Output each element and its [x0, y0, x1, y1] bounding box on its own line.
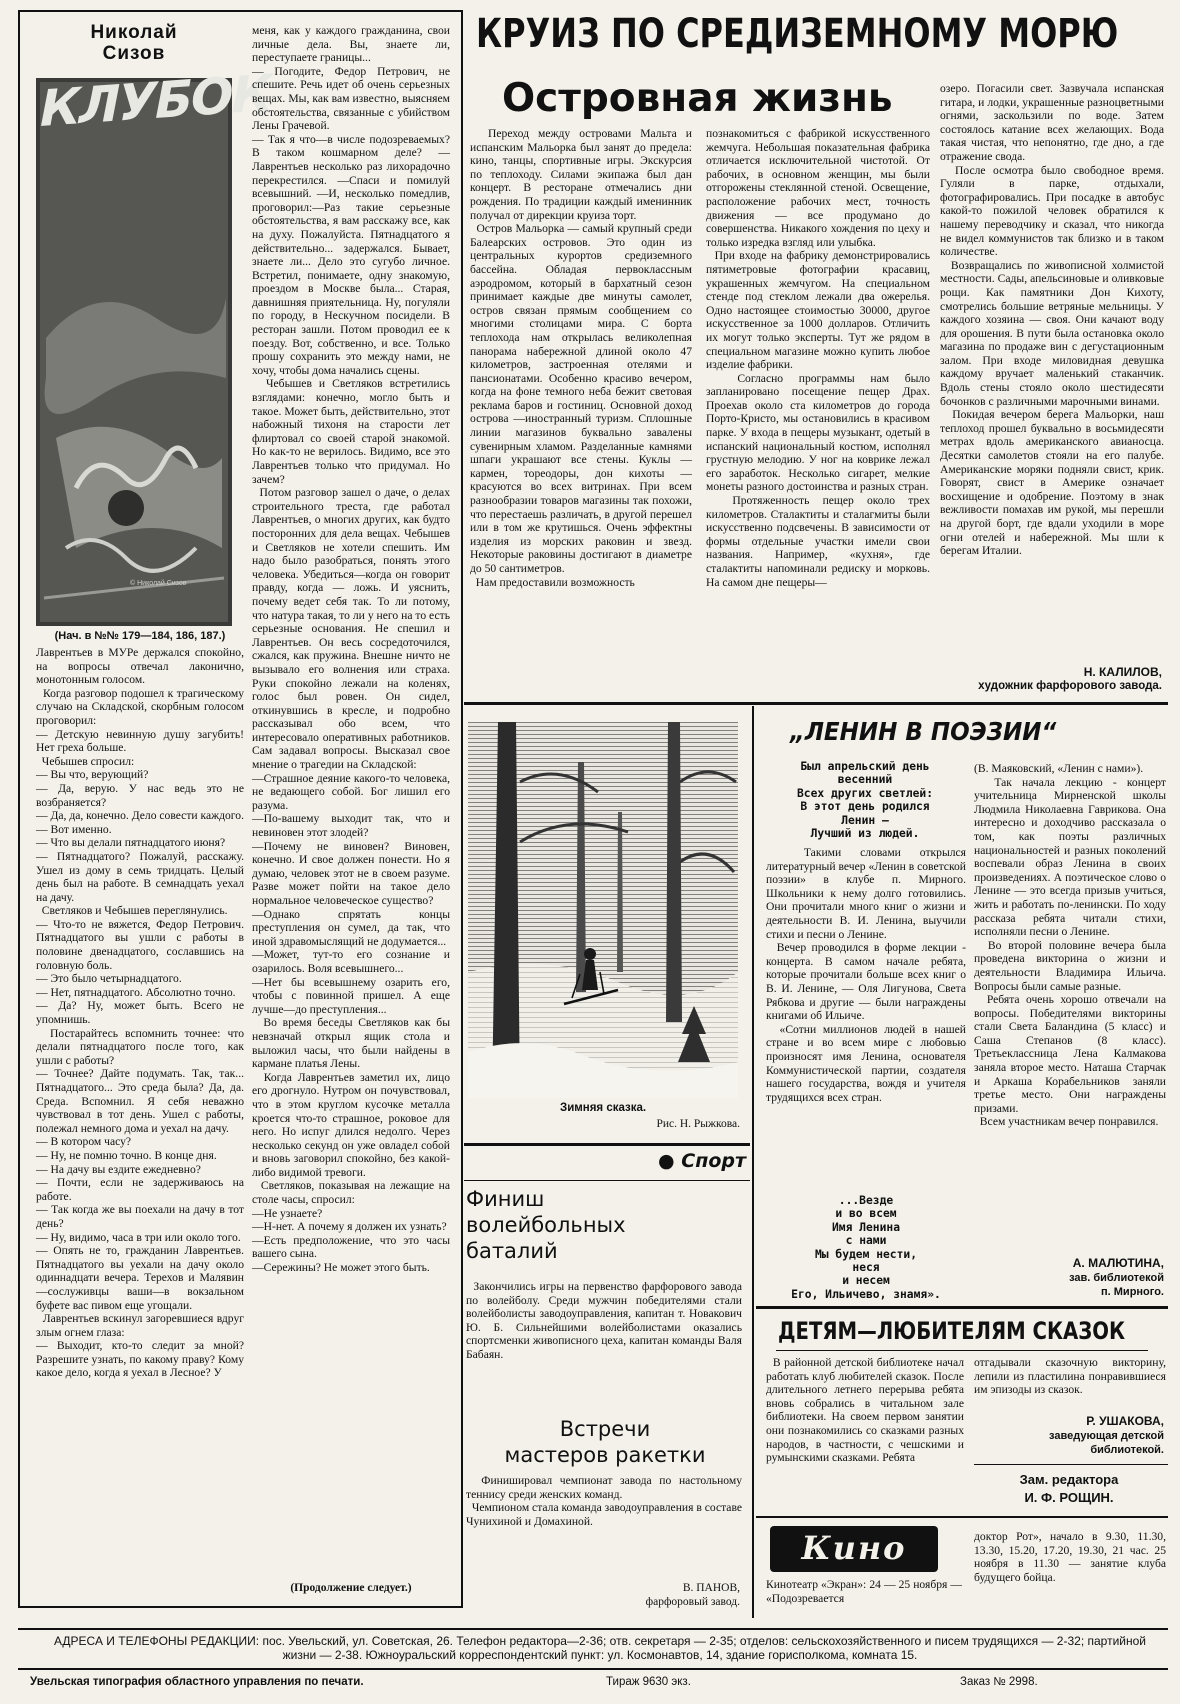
kids-column-1: В районной детской библиотеке начал работать клуб любителей сказок. После длительного летнего перерыва ребята вновь собрались в читальном зале библиотеки. На своем первом занятии они познакомились со сказками разных народов, в частности, с чешскими и румынскими сказками. Ребята — [766, 1356, 967, 1465]
book-cover-title: КЛУБОК — [40, 63, 271, 138]
sport-rubric — [604, 1150, 746, 1172]
footer-circulation: Тираж 9630 экз. — [606, 1676, 691, 1688]
lenin-headline: „ЛЕНИН В ПОЭЗИИ“ — [790, 717, 1057, 746]
kids-author: Р. УШАКОВА, — [1086, 1414, 1164, 1428]
deputy-editor-name: И. Ф. РОЩИН. — [1024, 1490, 1114, 1505]
divider-horizontal-top — [464, 702, 1168, 705]
divider-vertical-middle — [752, 706, 754, 1618]
footer-rule-bottom — [18, 1668, 1168, 1670]
lenin-author-role: зав. библиотекой п. Мирного. — [1069, 1272, 1164, 1298]
story-column-1: Лаврентьев в МУРе держался спокойно, на вопросы отвечал лаконично, монотонным голосом. Когда разговор подошел к трагическому случаю на Складской, скорбным голосом проговорил: — Детскую невинную душу загубить! Нет греха больше. Чебышев спросил: — Вы что, верующий? — Да, верую. У нас ведь это не возбраняется? — Да, да, конечно. Дело совести каждого. — Вот именно. — Что вы делали пятнадцатого июня? — Пятнадцатого? Пожалуй, расскажу. Ушел из дому в семь тридцать. Целый день был на работе. В семнадцать уехал на дачу. Светляков и Чебышев переглянулись. — Что-то не вяжется, Федор Петрович. Пятнадцатого вы ушли с работы в половине двенадцатого, сославшись на головную боль. — Это было четырнадцатого. — Нет, пятнадцатого. Абсолютно точно. — Да? Ну, может быть. Всего не упомнишь. Постарайтесь вспомнить точнее: что делали пятнадцатого после того, как ушли с работы? — Точнее? Дайте подумать. Так, так... Пятнадцатого... Это среда была? Да, да. Среда. Вспомнил. Я себя неважно чувствовал в тот день. Ушел с работы, полежал немного дома и уехал на дачу. — В котором часу? — Ну, не помню точно. В конце дня. — На дачу вы ездите ежедневно? — Почти, если не задерживаюсь на работе. — Так когда же вы поехали на дачу в тот день? — Ну, видимо, часа в три или около того. — Опять не то, гражданин Лаврентьев. Пятнадцатого вы уехали на дачу около одиннадцати вечера. Терехов и Малявин—сослуживцы ваши—в вокзальном буфете вас пивом еще угощали. Лаврентьев вскинул загоревшиеся вдруг злым огнем глаза: — Выходит, кто-то следит за мной? Разрешите узнать, по какому праву? Кому какое дело, когда я уехал в Лесное? У — [36, 646, 245, 1380]
story-column-2: меня, как у каждого гражданина, свои личные дела. Вы, знаете ли, переступаете границы... — Погодите, Федор Петрович, не спешите. Речь идет об очень серьезных вещах. Мы, как вам известно, выясняем обстоятельства, связанные с убийством Лены Грачевой. — Так я что—в числе подозреваемых? В таком кошмарном деле? — Лаврентьев несколько раз лихорадочно перекрестился. —Спаси и помилуй всевышний. —И, несколько помедлив, проговорил:—Раз такие серьезные обстоятельства, я вам расскажу все, как на духу. Пожалуйста. Пятнадцатого я действительно... задержался. Бывает, знаете ли... Дело это сугубо личное. Встретил, понимаете, одну знакомую, проездом в Москве была... Старая, давнишняя приятельница. Ну, погуляли по городу, в Нескучном посидели. В ресторан зашли. Потом проводил ее к поезду. Вот, собственно, и все. Только прошу сохранить это между нами, не хочу, чтобы дома начались сцены. Чебышев и Светляков встретились взглядами: конечно, могло быть и такое. Может быть, действительно, этот набожный тихоня на старости лет флиртовал со своей старой знакомой. Но как-то не верилось. Видимо, все это Лаврентьев только что придумал. Но зачем? Потом разговор зашел о даче, о делах строительного треста, где работал Лаврентьев, о многих других, как будто посторонних для дела вещах. Чебышев и Светляков не хотели спешить. Им надо было разобраться, понять этого человека. Убедиться—когда он говорит правду, когда — ложь. И уяснить, почему ведет себя так. То ли потому, что натура такая, то ли у него на то есть серьезные основания. Не спешил и Лаврентьев. Он весь сосредоточился, сжался, как пружина. Внешне ничто не вызывало его волнения или страха. Руки спокойно лежали на коленях, голос был ровен. Он сидел, откинувшись в кресле, и подробно рассказывал обо всем, что интересовало оперативных работников. Сам задавал вопросы. Высказал свое мнение о трагедии на Складской: —Страшное деяние какого-то человека, не ведающего собой. Бог лишил его разума. —По-вашему выходит так, что и невиновен этот злодей? —Почему не виновен? Виновен, конечно. И свое должен понести. Но я думаю, человек этот не в своем разуме. Разве может пойти на такое дело нормальное человеческое существо? —Однако спрятать концы преступления он сумел, да так, что иной здравомыслящий не додумается... —Может, тут-то его сознание и озарилось. Воля всевышнего... —Нет бы всевышнему озарить его, чтобы с повинной пришел. А еще лучше—до преступления... Во время беседы Светляков как бы невзначай открыл ящик стола и выложил часы, что были найдены в кармане платья Лены. Когда Лаврентьев заметил их, лицо его дрогнуло. Нутром он почувствовал, что в этом круглом кусочке металла кроется что-то страшное, роковое для него. Но испуг длился недолго. Через несколько секунд он уже овладел собой и вновь заговорил спокойно, без какой-либо видимой тревоги. Светляков, показывая на лежащие на столе часы, спросил: —Не узнаете? —Н-нет. А почему я должен их узнать? —Есть предположение, что это часы вашего сына. —Сережины? Не может этого быть. — [252, 24, 451, 1275]
book-cover-illustration — [36, 78, 232, 626]
cruise-headline: Островная жизнь — [502, 76, 893, 121]
sport-headline-tennis: Встречи мастеров ракетки — [504, 1417, 706, 1467]
divider-kino-top — [756, 1516, 1168, 1518]
kino-text-right: доктор Рот», начало в 9.30, 11.30, 13.30, 15.20, 17.20, 19.30, 21 час. 25 ноября в 11.30 — занятие клуба будущего бойца. — [974, 1530, 1169, 1584]
divider-kids-headline — [776, 1350, 1148, 1351]
cruise-column-2: познакомиться с фабрикой искусственного жемчуга. Небольшая показательная фабрика отличается исключительной чистотой. От рабочих, в основном женщин, мы были отгорожены стеклянной стеной. Освещение, расположение рабочих мест, точность движения — все продумано до совершенства. Никакого хождения по цеху и только изредка взгляд или улыбка. При входе на фабрику демонстрировались пятиметровые фотографии красавиц, украшенных жемчугом. На специальном стенде под стеклом лежали два ожерелья. Одно настоящее стоимостью 30000, другое искусственное за 1000 долларов. Отличить их могут только эксперты. Тут же рядом в специальном магазине можно купить любое изделие фабрики. Согласно программы нам было запланировано посещение пещер Драх. Проехав около ста километров до города Порто-Кристо, мы остановились в красивом парке. У входа в пещеры музыкант, одетый в испанский национальный костюм, исполнял грустную мелодию. У ног на коврике лежал его заработок. Несколько сигарет, мелкие монеты разного достоинства и разных стран. Протяженность пещер около трех километров. Сталактиты и сталагмиты были искусственно подсвечены. В зависимости от формы отдельные участки имели свои названия. Например, «кухня», где сталактиты напоминали редиску и морковь. На самом дне пещеры— — [706, 127, 931, 589]
sport-rubric-label: Спорт — [681, 1150, 746, 1172]
divider-sport-rubric — [464, 1180, 750, 1181]
sport-author-role: фарфоровый завод. — [645, 1596, 740, 1608]
lenin-column-1: Такими словами открылся литературный вечер «Ленин в советской поэзии» в клубе п. Мирного. Школьники к нему долго готовились. Они прочитали много книг о жизни и деятельности В. И. Ленина, выучили стихи и песни о Ленине. Вечер проводился в форме лекции - концерта. В самом начале ребята, которые прочитали больше всех книг о В. И. Ленине, — Оля Лигунова, Света Рябкова и другие — были награждены книгами об Ильиче. «Сотни миллионов людей в нашей стране и во всем мире с любовью произносят имя Ленина, основателя Коммунистической партии, создателя нашего государства, вождя и учителя трудящихся всех стран. — [766, 846, 966, 1104]
sport-tennis-text: Финишировал чемпионат завода по настольному теннису среди женских команд. Чемпионом стала команда заводоуправления в составе Чунихиной и Домахиной. — [466, 1474, 743, 1528]
cruise-column-1: Переход между островами Мальта и испанским Мальорка был занят до предела: кино, танцы, спортивные игры. Экскурсия по теплоходу. Силами экипажа был дан концерт. В ресторане отмечались дни рождения. По традиции каждый именинник получал от дирекции круиза торт. Остров Мальорка — самый крупный среди Балеарских островов. Это один из центральных курортов средиземного бассейна. Обладая первоклассным аэродромом, который в бархатный сезон принимает каждые две минуты самолет, остров связан прямым сообщением со многими столицами мира. С борта теплохода нам открылась великолепная панорама набережной длиной около 47 километров, застроенная отелями и пансионатами. Особенно красиво вечером, когда на фоне темного неба бежит световая реклама баров и гостиниц. Основной доход острова —иностранный туризм. Сплошные линии магазинов буквально завалены сувенирным хламом. Разделанные камнями шпаги украшают все стены. Куклы — кармен, тореодоры, дон кихоты — красуются во всех витринах. При всем разнообразии товаров магазины так похожи, что перестаешь различать, в другой перешел или в том же крутишься. Очень эффектны изделия из морских раковин и звезд. Некоторые раковины достигают в диаметре до 50 сантиметров. Нам предоставили возможность — [470, 127, 692, 589]
footer-rule-top — [18, 1628, 1168, 1630]
sport-bullet-icon: ● — [658, 1150, 682, 1172]
cruise-banner: КРУИЗ ПО СРЕДИЗЕМНОМУ МОРЮ — [476, 11, 1119, 57]
recap-note: (Нач. в №№ 179—184, 186, 187.) — [54, 630, 226, 642]
lenin-author: А. МАЛЮТИНА, — [1072, 1256, 1164, 1270]
lenin-poem-mayakovsky: ...Везде и во всем Имя Ленина с нами Мы будем нести, неся и несем Его, Ильичево, знамя». — [791, 1194, 941, 1301]
kino-logo — [770, 1526, 938, 1572]
divider-deputy-top — [974, 1464, 1168, 1465]
kids-column-2: отгадывали сказочную викторину, лепили из пластилина понравившиеся им эпизоды из сказок. — [974, 1356, 1169, 1397]
cruise-author-role: художник фарфорового завода. — [978, 680, 1162, 692]
footer-addresses: АДРЕСА И ТЕЛЕФОНЫ РЕДАКЦИИ: пос. Увельский, ул. Советская, 26. Телефон редактора—2-36; отв. секретаря — 2-35; отделов: сельскохозяйственного и писем трудящихся — 2-32; партийной жизни — 2-38. Южноуральский корреспондентский пункт: ул. Космонавтов, 14, здание горисполкома, комната 15. — [54, 1634, 1150, 1662]
illustration-credit: Рис. Н. Рыжкова. — [656, 1118, 740, 1130]
deputy-editor-role: Зам. редактора — [1019, 1472, 1119, 1487]
lenin-column-2: (В. Маяковский, «Ленин с нами»). Так начала лекцию - концерт учительница Мирненской школы Людмила Николаевна Гаврикова. Она интересно и доходчиво рассказала о том, как поэты различных национальностей и разных поколений воспевали образ Ленина в своих произведениях. А поэтическое слово о Ленине — это всегда призыв учиться, жить и работать по-ленински. По ходу рассказа ребята читали стихи, исполняли песни о Ленине. Во второй половине вечера была проведена викторина о жизни и деятельности Владимира Ильича. Вопросы были самые разные. Ребята очень хорошо отвечали на вопросы. Победителями викторины стали Света Баландина (5 класс) и Саша Степанов (8 класс). Третьеклассница Лена Калмакова заняла второе место. Наташа Старчак и Аркаша Корабельников заняли третье место. Они награждены призами. Всем участникам вечер понравился. — [974, 762, 1166, 1129]
kino-logo-text: Кино — [801, 1529, 907, 1567]
cruise-column-3: озеро. Погасили свет. Зазвучала испанская гитара, и лодки, украшенные разноцветными огнями, заскользили по воде. Затем состоялось катание всех желающих. Вода такая чистая, что непонятно, где дно, а где отражение свода. После осмотра было свободное время. Гуляли в парке, отдыхали, фотографировались. При посадке в автобус какой-то пожилой человек обратился к нашему переводчику и сказал, что никогда не видел коммунистов так близко и в таком количестве. Возвращались по живописной холмистой местности. Сады, апельсиновые и оливковые рощи. Как памятники Дон Кихоту, смотрелись большие ветряные мельницы. У каждого хозяина — своя. Они качают воду для орошения. В пути была остановка около магазина по продаже вин с дегустационным залом. При входе миловидная девушка каждому вручает маленький стаканчик. Вдоль стены стояло около шестидесяти бочонков с различными марочными винами. Покидая вечером берега Мальорки, наш теплоход прошел буквально в восьмидесяти метрах вдоль американского авианосца. Десятки самолетов стояли на его палубе. Американские моряки подняли свист, крик. Говорят, свист в Америке означает восхищение и одобрение. Поэтому в знак вежливости помахав им рукой, мы перешли на другой борт, где вдали уходили в море огни отелей и набережной. Мы шли к берегам Италии. — [940, 82, 1164, 558]
footer-printer: Увельская типография областного управления по печати. — [30, 1676, 364, 1688]
story-author: Николай Сизов — [90, 22, 178, 64]
divider-sport-top — [464, 1143, 750, 1146]
kino-text-left: Кинотеатр «Экран»: 24 — 25 ноября — «Подозревается — [766, 1578, 965, 1605]
winter-tale-illustration — [468, 722, 738, 1098]
footer-order: Заказ № 2998. — [960, 1676, 1038, 1688]
sport-author: В. ПАНОВ, — [682, 1582, 740, 1594]
lenin-poem-opening: Был апрельский день весенний Всех других светлей: В этот день родился Ленин — Лучший из людей. — [796, 760, 934, 841]
illustration-caption: Зимняя сказка. — [560, 1102, 647, 1114]
divider-kids-top — [756, 1306, 1168, 1309]
sport-headline-volleyball: Финиш волейбольных баталий — [466, 1187, 626, 1263]
book-cover-subtitle: © Николай Сизов — [130, 580, 187, 587]
continued-note: (Продолжение следует.) — [290, 1582, 412, 1594]
kids-headline: ДЕТЯМ—ЛЮБИТЕЛЯМ СКАЗОК — [778, 1317, 1126, 1345]
cruise-author: Н. КАЛИЛОВ, — [1083, 665, 1162, 679]
sport-volleyball-text: Закончились игры на первенство фарфорового завода по волейболу. Среди мужчин победителями стали волейболисты заводоуправления, капитан т. Новакович Ю. Б. Сильнейшими волейболистами оказались спортсменки живописного цеха, капитан команды Валя Бабаян. — [466, 1280, 745, 1361]
kids-author-role: заведующая детской библиотекой. — [1049, 1430, 1164, 1456]
